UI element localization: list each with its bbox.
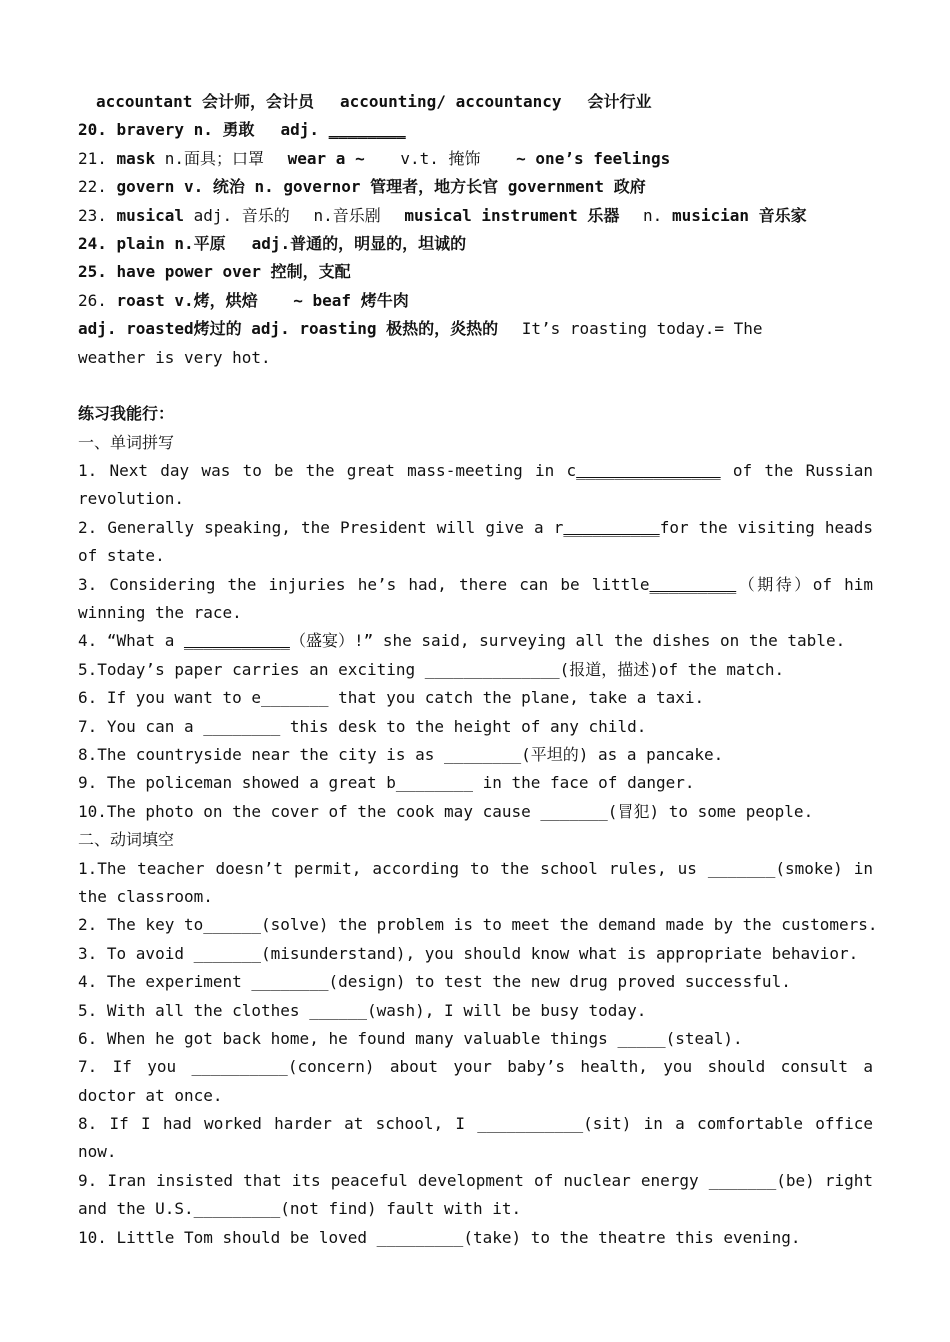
verb-q3: 3. To avoid _______(misunderstand), you should know what is appropriate behavior. bbox=[78, 943, 859, 963]
vocab-line-26 bbox=[78, 287, 873, 315]
spelling-q1 bbox=[78, 457, 873, 485]
vocab-mask: mask bbox=[116, 148, 156, 168]
vocab-accounting: accounting/ accountancy bbox=[339, 92, 562, 111]
verb-q10: 10. Little Tom should be loved _________(take) to the theatre this evening. bbox=[78, 1227, 801, 1247]
section-heading-verbs: 二、动词填空 bbox=[78, 830, 175, 850]
spelling-q7: 7. You can a ________ this desk to the height of any child. bbox=[78, 716, 647, 736]
vocab-roast: roast v.烤，烘焙 bbox=[116, 290, 258, 310]
vocab-have-power-over: have power over 控制，支配 bbox=[116, 262, 351, 282]
vocab-musician: musician 音乐家 bbox=[671, 205, 807, 225]
question-text: for the visiting heads bbox=[659, 517, 873, 537]
vocab-musical: musical bbox=[116, 205, 184, 225]
vocab-musical-instrument: musical instrument 乐器 bbox=[404, 205, 620, 225]
spelling-q1-cont: revolution. bbox=[78, 489, 184, 509]
question-text: 2. Generally speaking, the President will give a r bbox=[78, 517, 564, 537]
vocab-mask-verb: v.t. 掩饰 bbox=[400, 148, 481, 168]
vocab-roasting-example: It’s roasting today.= The bbox=[521, 319, 763, 339]
spacer bbox=[78, 372, 873, 400]
vocab-govern: govern v. 统治 n. governor 管理者，地方长官 government 政府 bbox=[116, 177, 646, 197]
vocab-line-roasting-cont bbox=[78, 344, 873, 372]
spelling-q3-cont: winning the race. bbox=[78, 603, 242, 623]
vocab-mask-meaning: n.面具；口罩 bbox=[164, 148, 264, 168]
vocab-line-24 bbox=[78, 230, 873, 258]
document-page bbox=[78, 88, 878, 1252]
verb-q6: 6. When he got back home, he found many valuable things _____(steal). bbox=[78, 1028, 743, 1048]
vocab-bravery-adj: adj. bbox=[280, 120, 329, 140]
question-text: （期待）of him bbox=[736, 574, 873, 594]
spelling-q9: 9. The policeman showed a great b________ in the face of danger. bbox=[78, 773, 695, 793]
blank[interactable]: ___________ bbox=[183, 631, 290, 651]
vocab-number: 25. bbox=[78, 262, 107, 282]
vocab-line-22 bbox=[78, 173, 873, 201]
vocab-number: 26. bbox=[78, 290, 107, 310]
vocab-number: 22. bbox=[78, 177, 107, 197]
vocab-musical-noun: n.音乐剧 bbox=[313, 205, 381, 225]
verb-q1: 1.The teacher doesn’t permit, according to the school rules, us _______(smoke) in bbox=[78, 858, 873, 878]
vocab-roast-beef: ~ beaf 烤牛肉 bbox=[293, 290, 409, 310]
spelling-q2 bbox=[78, 514, 873, 542]
vocab-number: 23. bbox=[78, 205, 107, 225]
question-text: 1. Next day was to be the great mass-meeting in c bbox=[78, 461, 577, 481]
vocab-mask-feelings: ~ one’s feelings bbox=[516, 148, 671, 168]
vocab-accounting-meaning: 会计行业 bbox=[587, 92, 652, 111]
vocab-wear-a-mask: wear a ~ bbox=[287, 148, 365, 168]
verb-q9: 9. Iran insisted that its peaceful development of nuclear energy _______(be) right bbox=[78, 1170, 873, 1190]
vocab-line-accountant bbox=[78, 88, 873, 116]
spelling-q8: 8.The countryside near the city is as ________(平坦的) as a pancake. bbox=[78, 744, 724, 764]
spelling-q4 bbox=[78, 627, 873, 655]
vocab-line-25 bbox=[78, 258, 873, 286]
question-text: （盛宴）!” she said, surveying all the dishes on the table. bbox=[289, 631, 846, 651]
question-text: of the Russian bbox=[732, 461, 873, 481]
vocab-roasting-example-cont: weather is very hot. bbox=[78, 347, 271, 367]
vocab-plain: 24. plain n.平原 bbox=[78, 233, 226, 253]
vocab-bravery: 20. bravery n. 勇敢 bbox=[78, 120, 255, 140]
vocab-plain-adj: adj.普通的，明显的，坦诚的 bbox=[251, 233, 467, 253]
practice-title: 练习我能行： bbox=[78, 404, 175, 424]
verb-q2: 2. The key to______(solve) the problem is to meet the demand made by the customers. bbox=[78, 915, 878, 935]
vocab-roasted: adj. roasted烤过的 adj. roasting 极热的，炎热的 bbox=[78, 319, 499, 339]
spelling-q6: 6. If you want to e_______ that you catch the plane, take a taxi. bbox=[78, 688, 705, 708]
question-text: 3. Considering the injuries he’s had, there can be little bbox=[78, 574, 650, 594]
vocab-line-roasted bbox=[78, 315, 873, 343]
blank[interactable]: __________ bbox=[563, 517, 660, 537]
spelling-q3 bbox=[78, 571, 873, 599]
question-text: 4. “What a bbox=[78, 631, 175, 651]
vocab-line-21 bbox=[78, 145, 873, 173]
blank[interactable]: ________ bbox=[328, 120, 406, 140]
verb-q7-cont: doctor at once. bbox=[78, 1085, 223, 1105]
section-heading-spelling: 一、单词拼写 bbox=[78, 432, 175, 452]
vocab-accountant: accountant 会计师，会计员 bbox=[96, 92, 314, 111]
verb-q7: 7. If you __________(concern) about your baby’s health, you should consult a bbox=[78, 1057, 873, 1077]
vocab-number: 21. bbox=[78, 148, 107, 168]
vocab-line-20 bbox=[78, 116, 873, 144]
vocab-line-23 bbox=[78, 202, 873, 230]
vocab-noun-marker: n. bbox=[643, 205, 663, 225]
verb-q5: 5. With all the clothes ______(wash), I will be busy today. bbox=[78, 1000, 647, 1020]
vocab-musical-adj: adj. 音乐的 bbox=[193, 205, 290, 225]
spelling-q10: 10.The photo on the cover of the cook may cause _______(冒犯) to some people. bbox=[78, 801, 814, 821]
spelling-q5: 5.Today’s paper carries an exciting ______________(报道，描述)of the match. bbox=[78, 659, 785, 679]
verb-q8: 8. If I had worked harder at school, I ___________(sit) in a comfortable office bbox=[78, 1114, 873, 1134]
verb-q4: 4. The experiment ________(design) to test the new drug proved successful. bbox=[78, 972, 791, 992]
verb-q8-cont: now. bbox=[78, 1142, 117, 1162]
spelling-q2-cont: of state. bbox=[78, 546, 165, 566]
verb-q9-cont: and the U.S._________(not find) fault with it. bbox=[78, 1199, 522, 1219]
verb-q1-cont: the classroom. bbox=[78, 886, 213, 906]
blank[interactable]: _________ bbox=[649, 574, 737, 594]
blank[interactable]: _______________ bbox=[576, 461, 721, 481]
